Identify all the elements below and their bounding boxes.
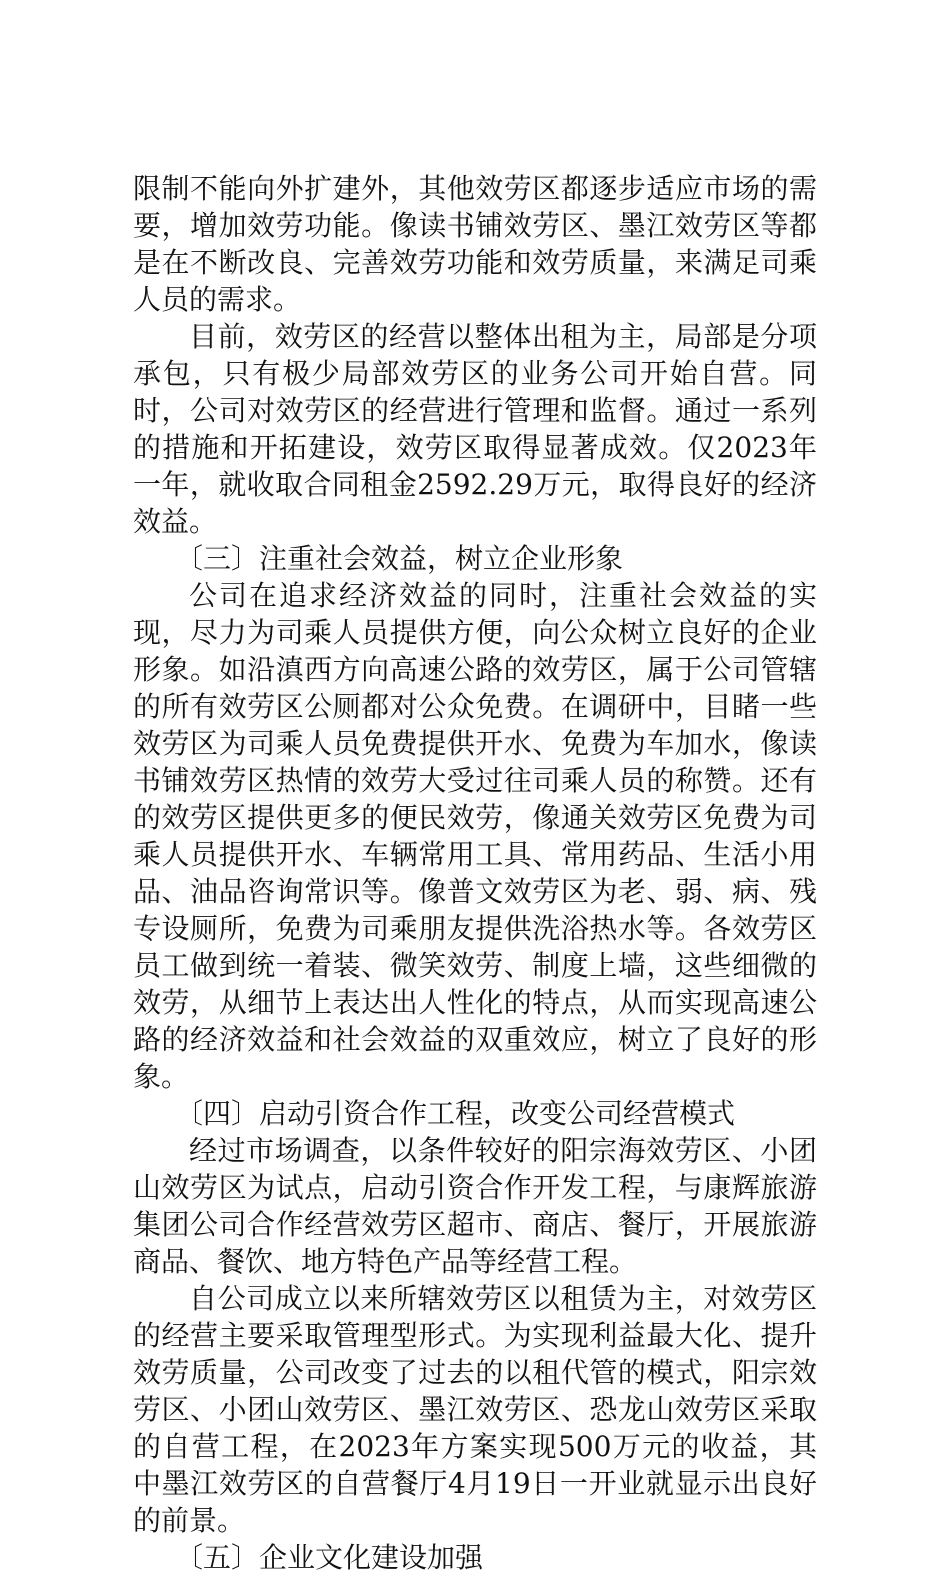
paragraph-operations: 目前，效劳区的经营以整体出租为主，局部是分项承包，只有极少局部效劳区的业务公司开始自营。同时，公司对效劳区的经营进行管理和监督。通过一系列的措施和开拓建设，效劳区取得显著成效。仅2023年一年，就收取合同租金2592.29万元，取得良好的经济效益。 xyxy=(133,320,817,538)
paragraph-social-benefits: 公司在追求经济效益的同时，注重社会效益的实现，尽力为司乘人员提供方便，向公众树立良好的企业形象。如沿滇西方向高速公路的效劳区，属于公司管辖的所有效劳区公厕都对公众免费。在调研中，目睹一些效劳区为司乘人员免费提供开水、免费为车加水，像读书铺效劳区热情的效劳大受过往司乘人员的称赞。还有的效劳区提供更多的便民效劳，像通关效劳区免费为司乘人员提供开水、车辆常用工具、常用药品、生活小用品、油品咨询常识等。像普文效劳区为老、弱、病、残专设厕所，免费为司乘朋友提供洗浴热水等。各效劳区员工做到统一着装、微笑效劳、制度上墙，这些细微的效劳，从细节上表达出人性化的特点，从而实现高速公路的经济效益和社会效益的双重效应，树立了良好的形象。 xyxy=(133,579,817,1093)
paragraph-continuation: 限制不能向外扩建外，其他效劳区都逐步适应市场的需要，增加效劳功能。像读书铺效劳区、墨江效劳区等都是在不断改良、完善效劳功能和效劳质量，来满足司乘人员的需求。 xyxy=(133,172,817,316)
section-heading-3: 〔三〕注重社会效益，树立企业形象 xyxy=(175,542,624,575)
paragraph-management-model: 自公司成立以来所辖效劳区以租赁为主，对效劳区的经营主要采取管理型形式。为实现利益最大化、提升效劳质量，公司改变了过去的以租代管的模式，阳宗效劳区、小团山效劳区、墨江效劳区、恐龙山效劳区采取的自营工程，在2023年方案实现500万元的收益，其中墨江效劳区的自营餐厅4月19日一开业就显示出良好的前景。 xyxy=(133,1282,817,1537)
document-body xyxy=(133,170,817,1576)
paragraph-market-research: 经过市场调查，以条件较好的阳宗海效劳区、小团山效劳区为试点，启动引资合作开发工程，与康辉旅游集团公司合作经营效劳区超市、商店、餐厅，开展旅游商品、餐饮、地方特色产品等经营工程。 xyxy=(133,1134,817,1278)
section-heading-4: 〔四〕启动引资合作工程，改变公司经营模式 xyxy=(175,1097,736,1130)
section-heading-5: 〔五〕企业文化建设加强 xyxy=(175,1541,484,1574)
